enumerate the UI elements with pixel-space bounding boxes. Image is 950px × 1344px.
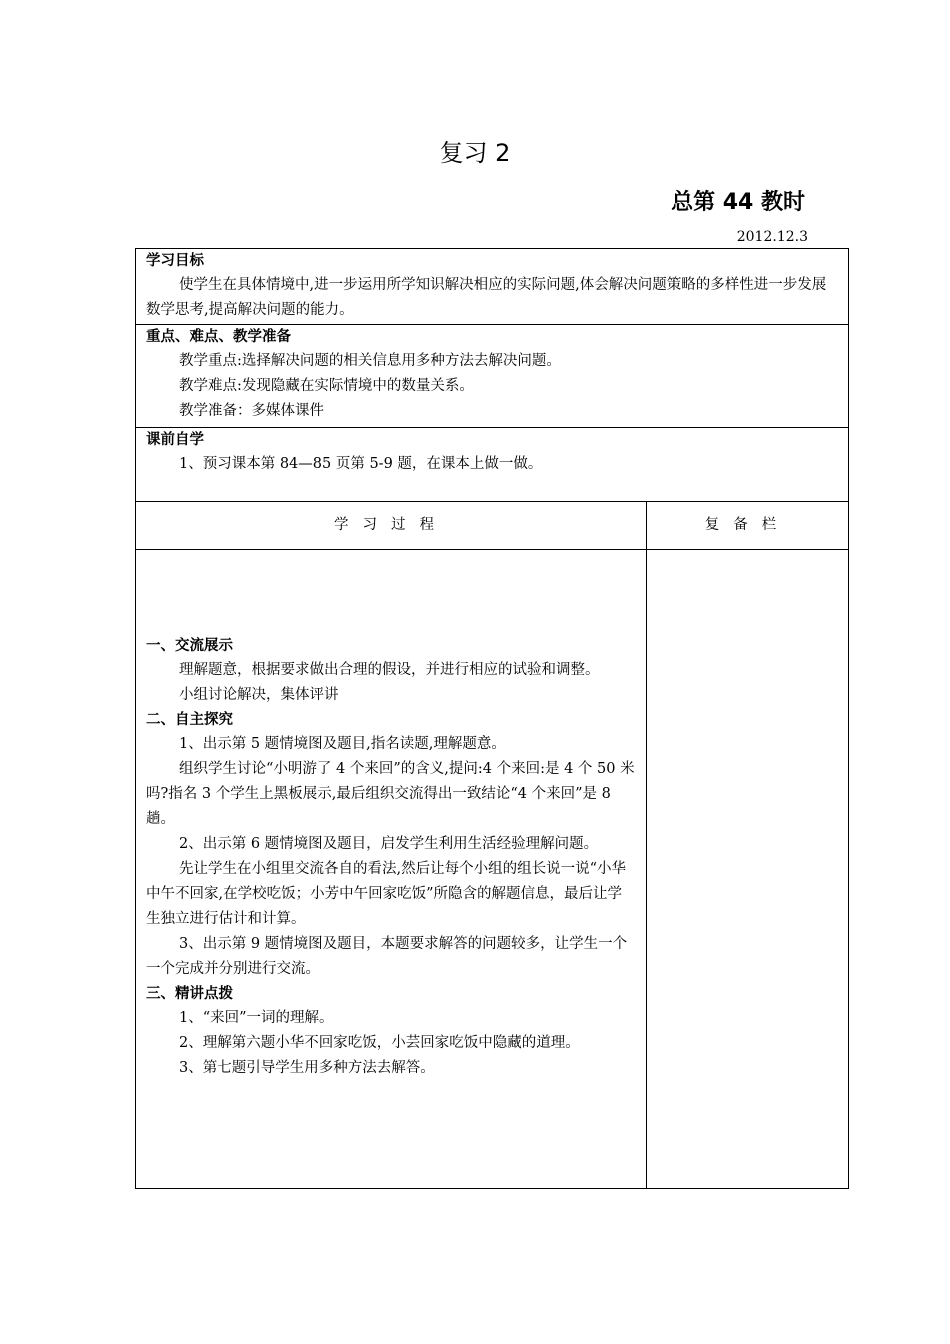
key-point-line: 教学难点:发现隐藏在实际情境中的数量关系。 xyxy=(179,378,474,394)
notes-header: 复备栏 xyxy=(647,502,849,550)
lesson-number: 总第 44 教时 xyxy=(671,190,805,215)
objectives-row xyxy=(136,249,849,325)
process-header: 学习过程 xyxy=(136,502,647,550)
key-points-heading: 重点、难点、教学准备 xyxy=(146,329,291,345)
section-line: 1、“来回”一词的理解。 xyxy=(179,1010,334,1026)
section-line: 3、第七题引导学生用多种方法去解答。 xyxy=(179,1060,435,1076)
lesson-date: 2012.12.3 xyxy=(736,229,808,245)
preview-line: 1、预习课本第 84—85 页第 5-9 题，在课本上做一做。 xyxy=(179,456,543,472)
objectives-text: 使学生在具体情境中,进一步运用所学知识解决相应的实际问题,体会解决问题策略的多样性进一步发展数学思考,提高解决问题的能力。 xyxy=(146,277,827,318)
page-title: 复习 2 xyxy=(439,139,511,167)
section-line: 小组讨论解决，集体评讲 xyxy=(179,687,339,703)
process-cell xyxy=(136,550,647,1189)
section-heading: 二、自主探究 xyxy=(146,712,233,728)
preview-heading: 课前自学 xyxy=(146,432,204,448)
section-heading: 一、交流展示 xyxy=(146,638,233,654)
preview-row xyxy=(136,428,849,502)
objectives-heading: 学习目标 xyxy=(146,253,204,269)
key-point-line: 教学准备：多媒体课件 xyxy=(179,403,324,419)
lesson-plan-table xyxy=(135,248,849,1189)
section-line: 理解题意，根据要求做出合理的假设，并进行相应的试验和调整。 xyxy=(179,662,600,678)
section-line: 组织学生讨论“小明游了 4 个来回”的含义,提问:4 个来回:是 4 个 50 米吗?指名 3 个学生上黑板展示,最后组织交流得出一致结论“4 个来回”是 8 趟。 xyxy=(146,761,635,827)
section-line: 1、出示第 5 题情境图及题目,指名读题,理解题意。 xyxy=(179,736,506,752)
notes-cell xyxy=(647,550,849,1189)
section-heading: 三、精讲点拨 xyxy=(146,986,233,1002)
key-points-row xyxy=(136,325,849,428)
section-line: 2、出示第 6 题情境图及题目，启发学生利用生活经验理解问题。 xyxy=(179,836,599,852)
content-row xyxy=(136,550,849,1189)
section-line: 先让学生在小组里交流各自的看法,然后让每个小组的组长说一说“小华中午不回家,在学校吃饭；小芳中午回家吃饭”所隐含的解题信息，最后让学生独立进行估计和计算。 xyxy=(146,861,627,927)
section-line: 2、理解第六题小华不回家吃饭，小芸回家吃饭中隐藏的道理。 xyxy=(179,1035,580,1051)
header-row xyxy=(136,502,849,550)
section-line: 3、出示第 9 题情境图及题目，本题要求解答的问题较多，让学生一个一个完成并分别进行交流。 xyxy=(146,936,628,977)
key-point-line: 教学重点:选择解决问题的相关信息用多种方法去解决问题。 xyxy=(179,353,561,369)
